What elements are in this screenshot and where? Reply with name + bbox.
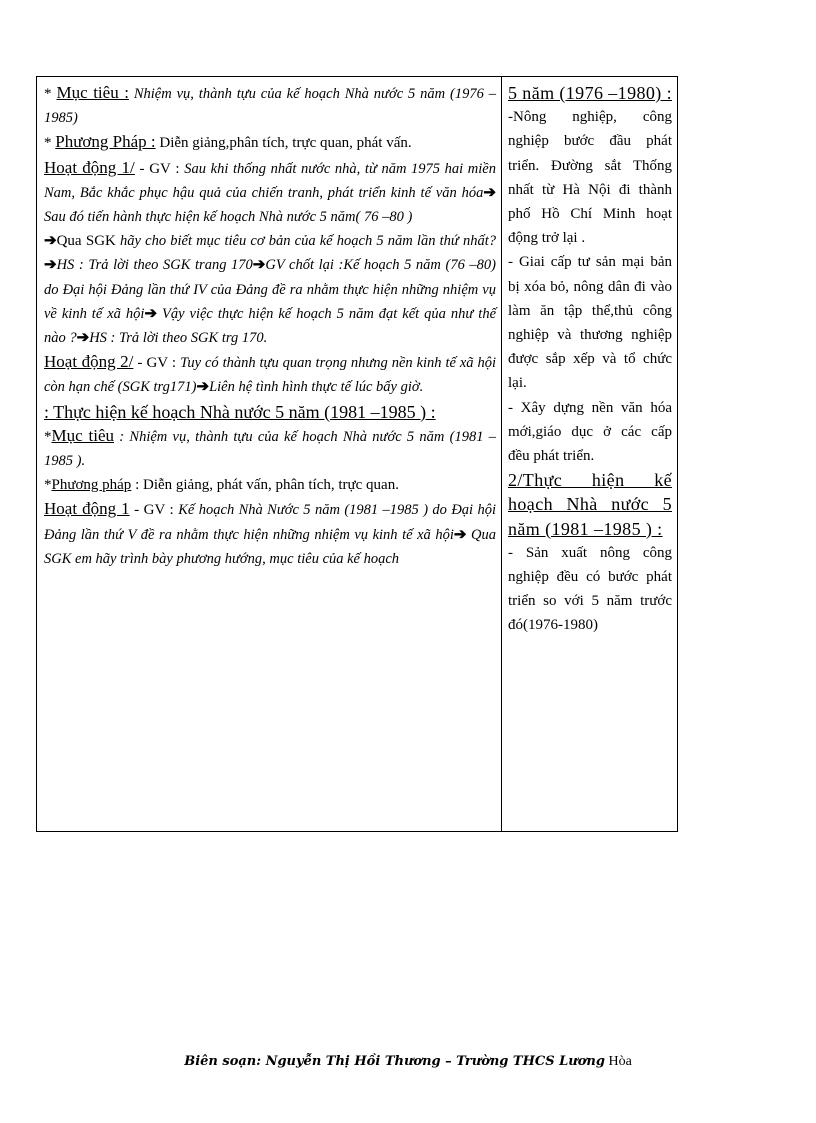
footer-text: Biên soạn: Nguyễn Thị Hồi Thương – Trường THCS Lương [184,1054,605,1069]
right-point-3: - Xây dựng nền văn hóa mới,giáo dục ở các cấp đều phát triển. [508,399,672,465]
arrow-icon: ➔ [196,379,210,396]
activity-1-question: ➔Qua SGK hãy cho biết mục tiêu cơ bản của kế hoạch 5 năm lần thứ nhất?➔HS : Trả lời theo SGK trang 170➔GV chốt lại :Kế hoạch 5 năm (76 –80) do Đại hội Đảng lần thứ IV của Đảng đề ra nhằm thực hiện những nhiệm vụ về kinh tế xã hội➔ Vậy việc thực hiện kế hoạch 5 năm đạt kết qủa như thế nào ?➔HS : Trả lời theo SGK trg 170. [44,233,497,347]
activity-2-paragraph: Hoạt động 2/ - GV : Tuy có thành tựu quan trọng nhưng nền kinh tế xã hội còn hạn chế (SGK trg171)➔Liên hệ tình hình thực tế lúc bấy giờ. [44,352,496,396]
objective-paragraph: * Mục tiêu : Nhiệm vụ, thành tựu của kế hoạch Nhà nước 5 năm (1976 – 1985) [44,83,497,127]
lesson-table [36,76,678,832]
right-heading-2: 2/Thực hiện kế hoạch Nhà nước 5 năm (1981 –1985 ) : [508,470,672,539]
activity-3-label: Hoạt động 1 [44,499,130,519]
method-2-label: Phương pháp [51,477,132,494]
arrow-icon: ➔ [483,184,496,201]
arrow-icon: ➔ [252,257,266,274]
method-paragraph: * Phương Pháp : Diễn giảng,phân tích, trực quan, phát vấn. [44,132,412,152]
objective-2-paragraph: *Mục tiêu : Nhiệm vụ, thành tựu của kế hoạch Nhà nước 5 năm (1981 –1985 ). [44,425,496,470]
right-point-1: -Nông nghiệp, công nghiệp bước đầu phát triển. Đường sắt Thống nhất từ Hà Nội đi thành phố Hồ Chí Minh hoạt động trở lại . [508,109,672,247]
right-point-4: - Sản xuất nông công nghiệp đều có bước phát triển so với 5 năm trước đó(1976-1980) [508,544,672,634]
left-column [37,77,502,831]
right-column [502,77,677,831]
activity-2-label: Hoạt động 2/ [44,352,134,372]
objective-label: Mục tiêu : [56,83,129,102]
arrow-icon: ➔ [44,233,57,250]
method-2-paragraph: *Phương pháp : Diễn giảng, phát vấn, phân tích, trực quan. [44,477,399,494]
footer-tail: Hòa [604,1054,632,1069]
method-label: Phương Pháp : [55,132,156,152]
activity-1-label: Hoạt động 1/ [44,157,135,177]
activity-1-paragraph: Hoạt động 1/ - GV : Sau khi thống nhất nước nhà, từ năm 1975 hai miền Nam, Bắc khắc phục hậu quả của chiến tranh, phát triển kinh tế văn hóa➔ Sau đó tiến hành thực hiện kế hoạch Nhà nước 5 năm( 76 –80 ) [44,157,496,226]
arrow-icon: ➔ [144,305,158,322]
arrow-icon: ➔ [76,330,90,347]
arrow-icon: ➔ [44,257,57,274]
arrow-icon: ➔ [453,526,467,543]
page-footer [0,1054,816,1070]
objective-2-label: Mục tiêu [51,425,115,445]
right-point-2: - Giai cấp tư sản mại bản bị xóa bỏ, nông dân đi vào làm ăn tập thể,thủ công nghiệp và thương nghiệp được sắp xếp và tổ chức lại. [508,254,672,392]
section-heading: : Thực hiện kế hoạch Nhà nước 5 năm (1981 –1985 ) : [44,401,436,422]
activity-3-paragraph: Hoạt động 1 - GV : Kế hoạch Nhà Nước 5 năm (1981 –1985 ) do Đại hội Đảng lần thứ V đề ra nhằm thực hiện những nhiệm vụ kinh tế xã hội➔ Qua SGK em hãy trình bày phương hướng, mục tiêu của kế hoạch [44,499,496,567]
right-heading-1: 5 năm (1976 –1980) : [508,83,672,103]
